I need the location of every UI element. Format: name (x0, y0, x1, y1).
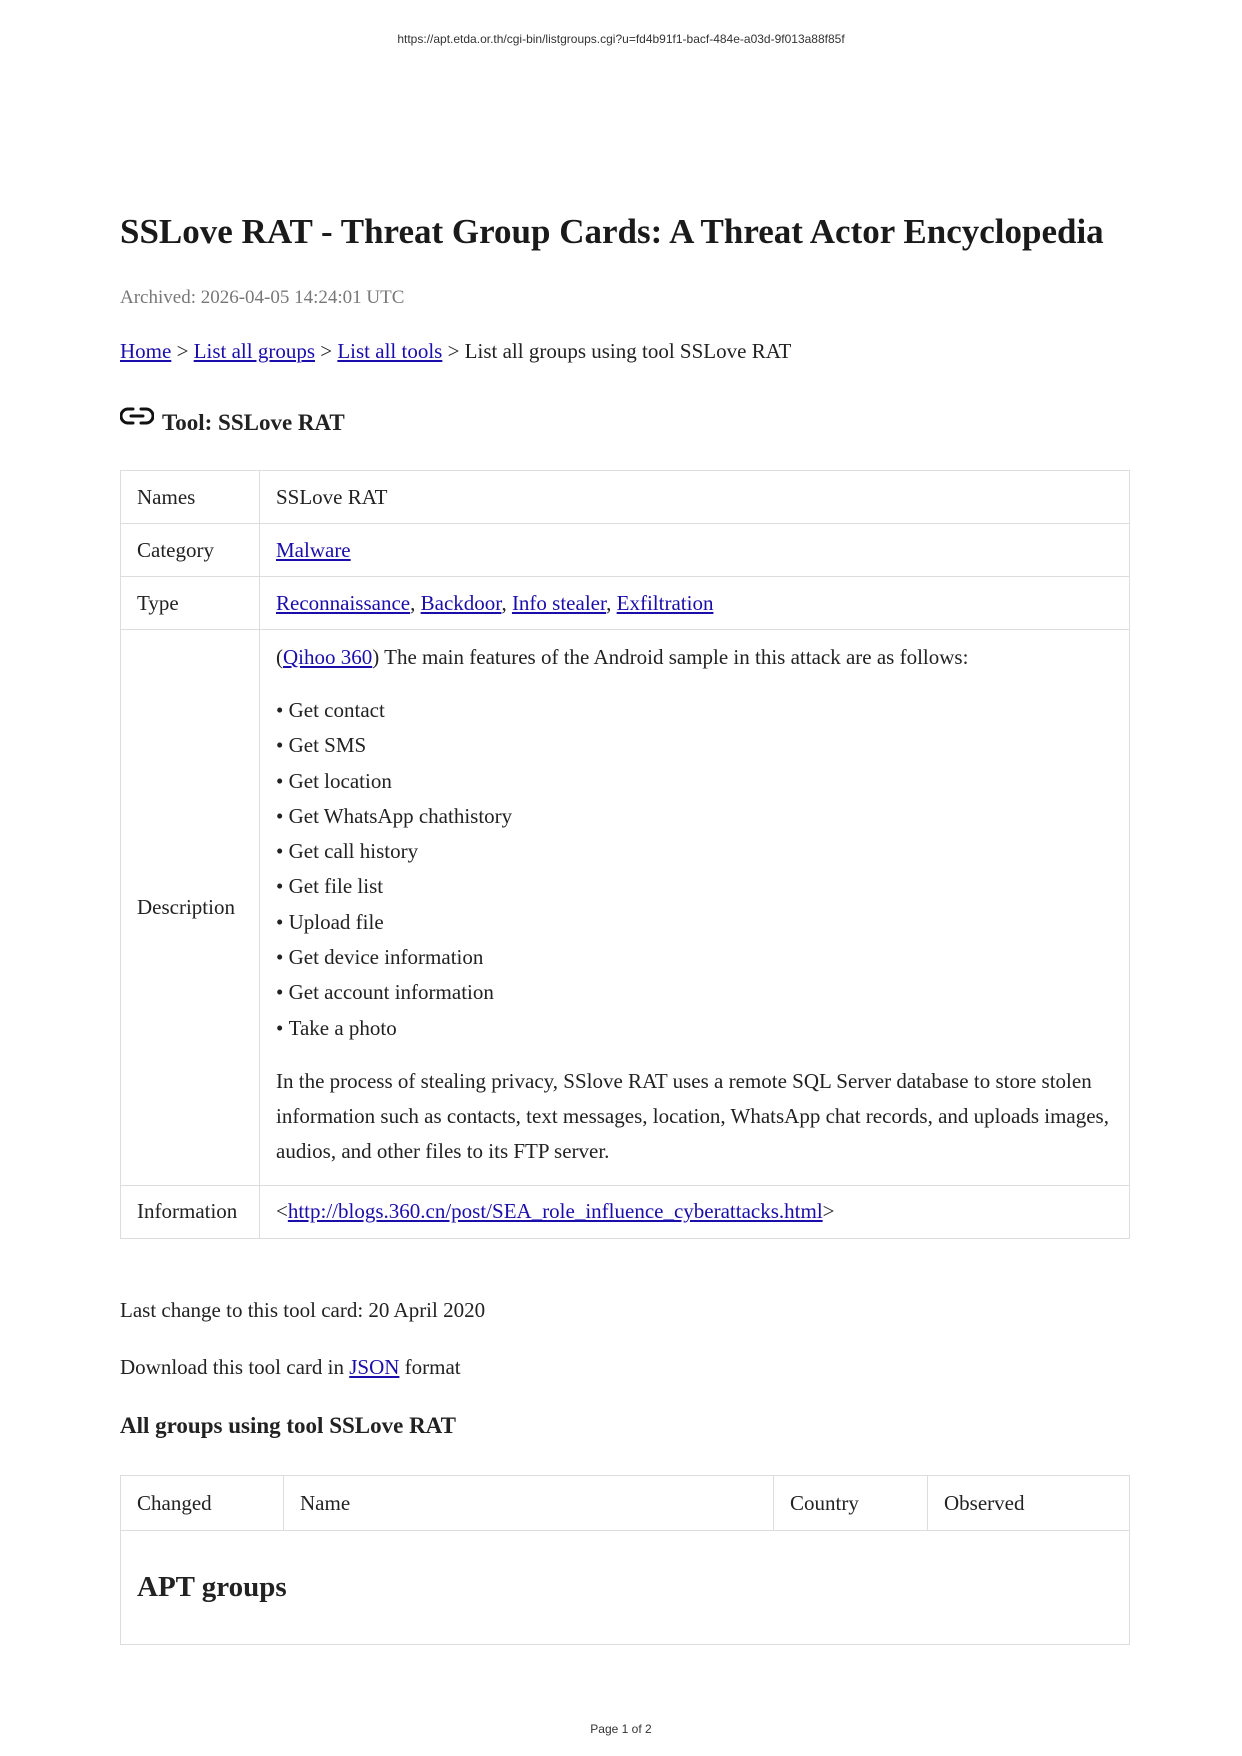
column-header-observed: Observed (928, 1476, 1130, 1531)
column-header-name: Name (284, 1476, 774, 1531)
tool-heading (120, 406, 345, 436)
breadcrumb-tools-link[interactable]: List all tools (337, 339, 443, 363)
list-item: • Get location (276, 764, 1113, 799)
description-intro (276, 640, 1113, 675)
table-row (121, 577, 1130, 630)
type-separator: , (501, 590, 512, 615)
angle-bracket: < (276, 1199, 288, 1224)
column-header-country: Country (774, 1476, 928, 1531)
page-title: SSLove RAT - Threat Group Cards: A Threat Actor Encyclopedia (120, 212, 1104, 251)
table-row (121, 1185, 1130, 1238)
description-value (260, 630, 1130, 1186)
print-url-header: https://apt.etda.or.th/cgi-bin/listgroups.cgi?u=fd4b91f1-bacf-484e-a03d-9f013a88f85f (397, 32, 845, 46)
table-row (121, 471, 1130, 524)
column-header-changed: Changed (121, 1476, 284, 1531)
list-item: • Get SMS (276, 728, 1113, 763)
category-value (260, 524, 1130, 577)
apt-groups-section-heading: APT groups (121, 1531, 1130, 1645)
json-download-link[interactable]: JSON (349, 1355, 400, 1379)
last-change-text: Last change to this tool card: 20 April 2020 (120, 1298, 486, 1322)
download-line (120, 1355, 461, 1380)
angle-bracket: > (822, 1199, 835, 1224)
breadcrumb-current: > List all groups using tool SSLove RAT (442, 339, 792, 363)
description-intro-text: ) The main features of the Android sample in this attack are as follows: (372, 645, 969, 669)
description-label: Description (121, 630, 260, 1186)
tool-heading-text: Tool: SSLove RAT (162, 410, 345, 435)
type-reconnaissance-link[interactable]: Reconnaissance (276, 590, 411, 615)
names-value: SSLove RAT (260, 471, 1130, 524)
groups-section-title: All groups using tool SSLove RAT (120, 1413, 456, 1438)
groups-table (120, 1475, 1130, 1645)
information-label: Information (121, 1185, 260, 1238)
link-icon (120, 406, 154, 426)
page-number: Page 1 of 2 (590, 1722, 652, 1736)
breadcrumb-groups-link[interactable]: List all groups (193, 339, 315, 363)
information-url-link[interactable]: http://blogs.360.cn/post/SEA_role_influence_cyberattacks.html (287, 1199, 823, 1224)
information-value (260, 1185, 1130, 1238)
type-separator: , (410, 590, 421, 615)
list-item: • Get account information (276, 975, 1113, 1010)
names-label: Names (121, 471, 260, 524)
type-exfiltration-link[interactable]: Exfiltration (616, 590, 714, 615)
table-row (121, 1531, 1130, 1645)
type-info-stealer-link[interactable]: Info stealer (511, 590, 607, 615)
source-qihoo-link[interactable]: Qihoo 360 (283, 645, 373, 669)
list-item: • Get WhatsApp chathistory (276, 799, 1113, 834)
category-malware-link[interactable]: Malware (276, 537, 351, 562)
tool-card-table (120, 470, 1130, 1239)
description-summary: In the process of stealing privacy, SSlove RAT uses a remote SQL Server database to store stolen information such as contacts, text messages, location, WhatsApp chat records, and uploads images, audios, and other files to its FTP server. (276, 1068, 1109, 1163)
download-prefix: Download this tool card in (120, 1355, 350, 1379)
table-row (121, 630, 1130, 1186)
list-item: • Take a photo (276, 1011, 1113, 1046)
category-label: Category (121, 524, 260, 577)
list-item: • Get call history (276, 834, 1113, 869)
archived-timestamp: Archived: 2026-04-05 14:24:01 UTC (120, 287, 405, 308)
table-row (121, 524, 1130, 577)
table-header-row (121, 1476, 1130, 1531)
breadcrumb-home-link[interactable]: Home (120, 339, 172, 363)
paren: ( (276, 645, 283, 669)
type-value (260, 577, 1130, 630)
type-backdoor-link[interactable]: Backdoor (420, 590, 502, 615)
download-suffix: format (399, 1355, 461, 1379)
feature-list (276, 693, 1113, 1046)
breadcrumb (120, 339, 791, 364)
type-separator: , (606, 590, 617, 615)
breadcrumb-separator: > (315, 339, 338, 363)
breadcrumb-separator: > (171, 339, 194, 363)
list-item: • Get contact (276, 693, 1113, 728)
list-item: • Upload file (276, 905, 1113, 940)
list-item: • Get device information (276, 940, 1113, 975)
list-item: • Get file list (276, 869, 1113, 904)
type-label: Type (121, 577, 260, 630)
